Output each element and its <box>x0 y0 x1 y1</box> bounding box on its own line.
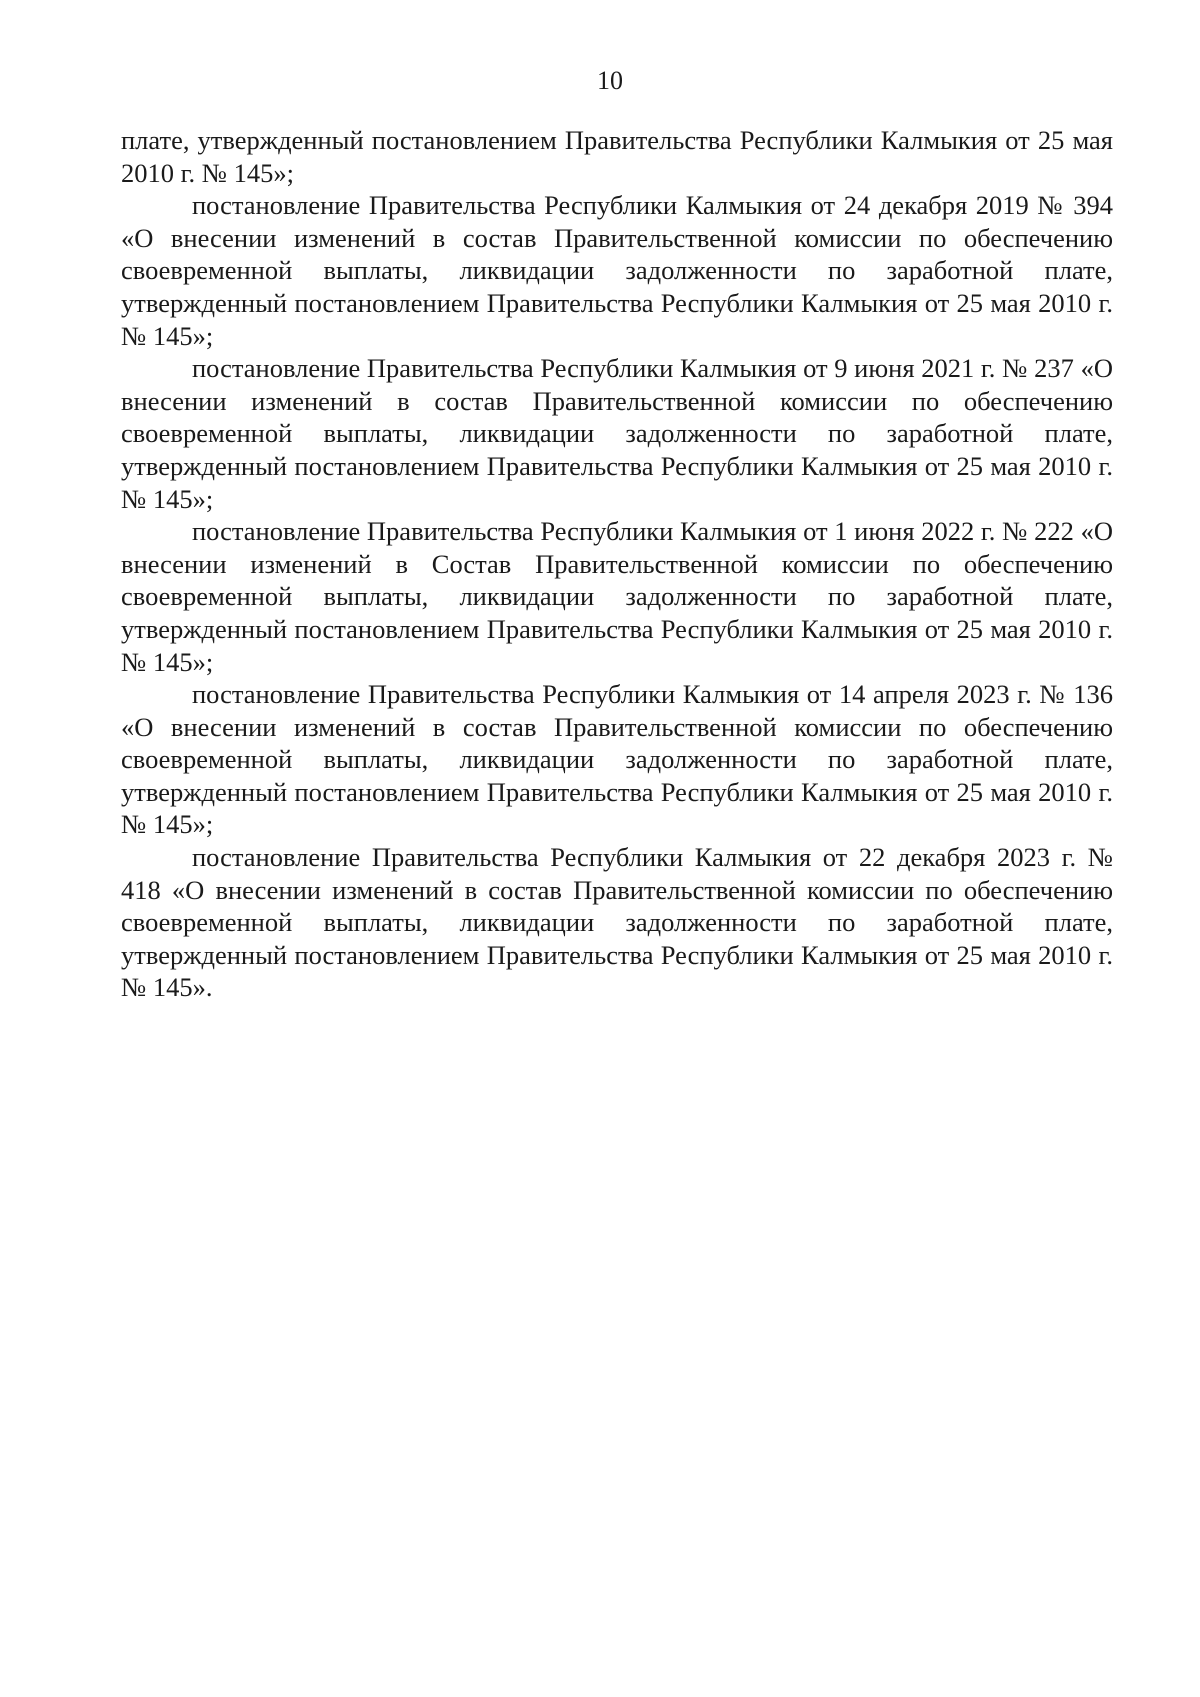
paragraph-resolution-2023-418: постановление Правительства Республики Калмыкия от 22 декабря 2023 г. № 418 «О внесении изменений в состав Правительственной комиссии по обеспечению своевременной выплаты, ликвидации задолженности по заработной плате, утвержденный постановлением Правительства Республики Калмыкия от 25 мая 2010 г. № 145». <box>121 842 1113 1003</box>
page-number: 10 <box>597 66 623 95</box>
paragraph-resolution-2023-136: постановление Правительства Республики Калмыкия от 14 апреля 2023 г. № 136 «О внесении изменений в состав Правительственной комиссии по обеспечению своевременной выплаты, ликвидации задолженности по заработной плате, утвержденный постановлением Правительства Республики Калмыкия от 25 мая 2010 г. № 145»; <box>121 679 1113 840</box>
paragraph-resolution-2021-237: постановление Правительства Республики Калмыкия от 9 июня 2021 г. № 237 «О внесении изменений в состав Правительственной комиссии по обеспечению своевременной выплаты, ликвидации задолженности по заработной плате, утвержденный постановлением Правительства Республики Калмыкия от 25 мая 2010 г. № 145»; <box>121 353 1113 514</box>
paragraph-resolution-2022-222: постановление Правительства Республики Калмыкия от 1 июня 2022 г. № 222 «О внесении изменений в Состав Правительственной комиссии по обеспечению своевременной выплаты, ликвидации задолженности по заработной плате, утвержденный постановлением Правительства Республики Калмыкия от 25 мая 2010 г. № 145»; <box>121 516 1113 677</box>
document-body <box>121 124 1113 1004</box>
paragraph-continuation: плате, утвержденный постановлением Правительства Республики Калмыкия от 25 мая 2010 г. № 145»; <box>121 125 1113 188</box>
paragraph-resolution-2019-394: постановление Правительства Республики Калмыкия от 24 декабря 2019 № 394 «О внесении изменений в состав Правительственной комиссии по обеспечению своевременной выплаты, ликвидации задолженности по заработной плате, утвержденный постановлением Правительства Республики Калмыкия от 25 мая 2010 г. № 145»; <box>121 190 1113 351</box>
